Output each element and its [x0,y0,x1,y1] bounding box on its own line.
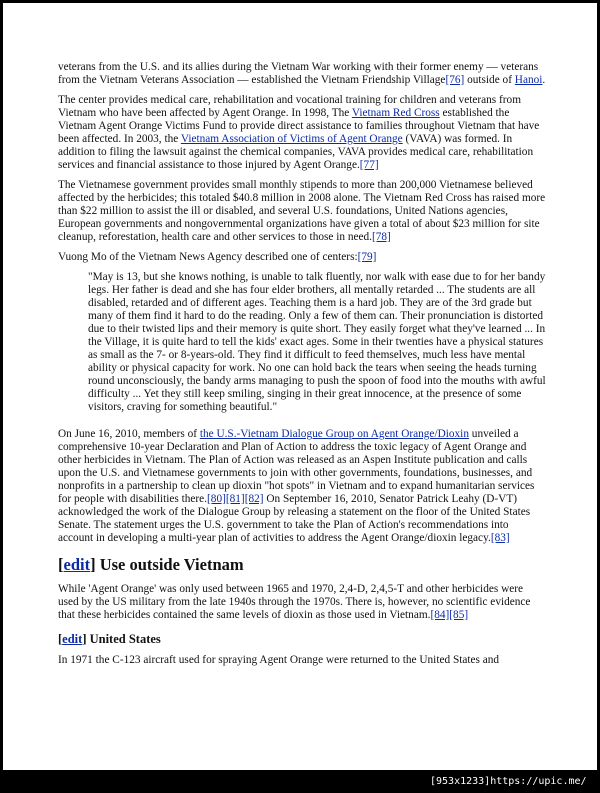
image-host-watermark: [953x1233]https://upic.me/ [430,776,587,787]
citation-82-link[interactable]: [82] [244,493,264,505]
citation-83-link[interactable]: [83] [490,532,510,544]
article-body [58,61,546,674]
edit-link[interactable]: edit [62,632,83,646]
citation-77-link[interactable]: [77] [359,159,379,171]
document-page [3,3,597,770]
section-heading-use-outside-vietnam: [edit] Use outside Vietnam [58,555,244,574]
paragraph-c123-aircraft: In 1971 the C-123 aircraft used for spraying Agent Orange were returned to the United States and [58,654,500,666]
block-quote: "May is 13, but she knows nothing, is unable to talk fluently, nor walk with ease due to for her bandy legs. Her father is dead and she has four elder brothers, all mentally retarded ... The students are all disabled, retarded and of different ages. Teaching them is a hard job. They are of the 3rd grade but many of them find it hard to do the reading. Only a few of them can. Their pronunciation is distorted due to their twisted lips and their memory is quite short. They easily forget what they've learned ... In the Village, it is quite hard to tell the kids' exact ages. Some in their twenties have a physical statures as small as the 7- or 8-years-old. They find it difficult to feed themselves, much less have mental ability or physical capacity for work. No one can hold back the tears when seeing the heads turning round unconsciously, the bandy arms managing to push the spoon of food into the mouths with awful difficulty ... Yet they still keep smiling, singing in their great innocence, at the presence of some visitors, craving for something beautiful." [88,271,546,413]
paragraph-vuong-mo: Vuong Mo of the Vietnam News Agency described one of centers:[79] [58,251,377,263]
citation-79-link[interactable]: [79] [357,251,377,263]
edit-link[interactable]: edit [63,555,91,574]
paragraph-government-stipends: The Vietnamese government provides small monthly stipends to more than 200,000 Vietnamese believed affected by the herbicides; this totaled $40.8 million in 2008 alone. The Vietnam Red Cross has raised more than $22 million to assist the ill or disabled, and several U.S. foundations, United Nations agencies, European governments and nongovernmental organizations have given a total of about $23 million for site cleanup, reforestation, health care and other services to those in need.[78] [58,179,546,243]
vava-link[interactable]: Vietnam Association of Victims of Agent Orange [180,133,403,145]
vietnam-red-cross-link[interactable]: Vietnam Red Cross [351,107,440,119]
dialogue-group-link[interactable]: the U.S.-Vietnam Dialogue Group on Agent Orange/Dioxin [199,428,469,440]
paragraph-friendship-village: veterans from the U.S. and its allies during the Vietnam War working with their former enemy — veterans from the Vietnam Veterans Association — established the Vietnam Friendship Village[76] outside of Hanoi. [58,61,546,86]
paragraph-medical-care: The center provides medical care, rehabilitation and vocational training for children and veterans from Vietnam who have been affected by Agent Orange. In 1998, The Vietnam Red Cross established the Vietnam Agent Orange Victims Fund to provide direct assistance to families throughout Vietnam that have been affected. In 2003, the Vietnam Association of Victims of Agent Orange (VAVA) was formed. In addition to filing the lawsuit against the chemical companies, VAVA provides medical care, rehabilitation services and financial assistance to those injured by Agent Orange.[77] [58,94,540,171]
citation-78-link[interactable]: [78] [372,231,391,243]
citation-81-link[interactable]: [81] [225,493,245,505]
paragraph-herbicides-us-military: While 'Agent Orange' was only used between 1965 and 1970, 2,4-D, 2,4,5-T and other herbicides were used by the US military from the late 1940s through the 1970s. There is, however, no scientific evidence that these herbicides contained the same levels of dioxin as those used in Vietnam.[84][85] [58,583,531,621]
paragraph-dialogue-group: On June 16, 2010, members of the U.S.-Vietnam Dialogue Group on Agent Orange/Dioxin unveiled a comprehensive 10-year Declaration and Plan of Action to address the toxic legacy of Agent Orange and other herbicides in Vietnam. The Plan of Action was released as an Aspen Institute publication and calls upon the U.S. and Vietnamese governments to join with other governments, foundations, businesses, and nonprofits in a partnership to clean up dioxin "hot spots" in Vietnam and to expand humanitarian services for people with disabilities there.[80][81][82] On September 16, 2010, Senator Patrick Leahy (D-VT) acknowledged the work of the Dialogue Group by releasing a statement on the floor of the United States Senate. The statement urges the U.S. government to take the Plan of Action's recommendations into account in developing a multi-year plan of activities to address the Agent Orange/dioxin legacy.[83] [58,428,535,544]
citation-84-link[interactable]: [84] [430,609,450,621]
section-heading-united-states: [edit] United States [58,632,161,646]
citation-80-link[interactable]: [80] [207,493,226,505]
citation-85-link[interactable]: [85] [449,609,469,621]
citation-76-link[interactable]: [76] [445,74,465,86]
hanoi-link[interactable]: Hanoi [514,74,543,86]
